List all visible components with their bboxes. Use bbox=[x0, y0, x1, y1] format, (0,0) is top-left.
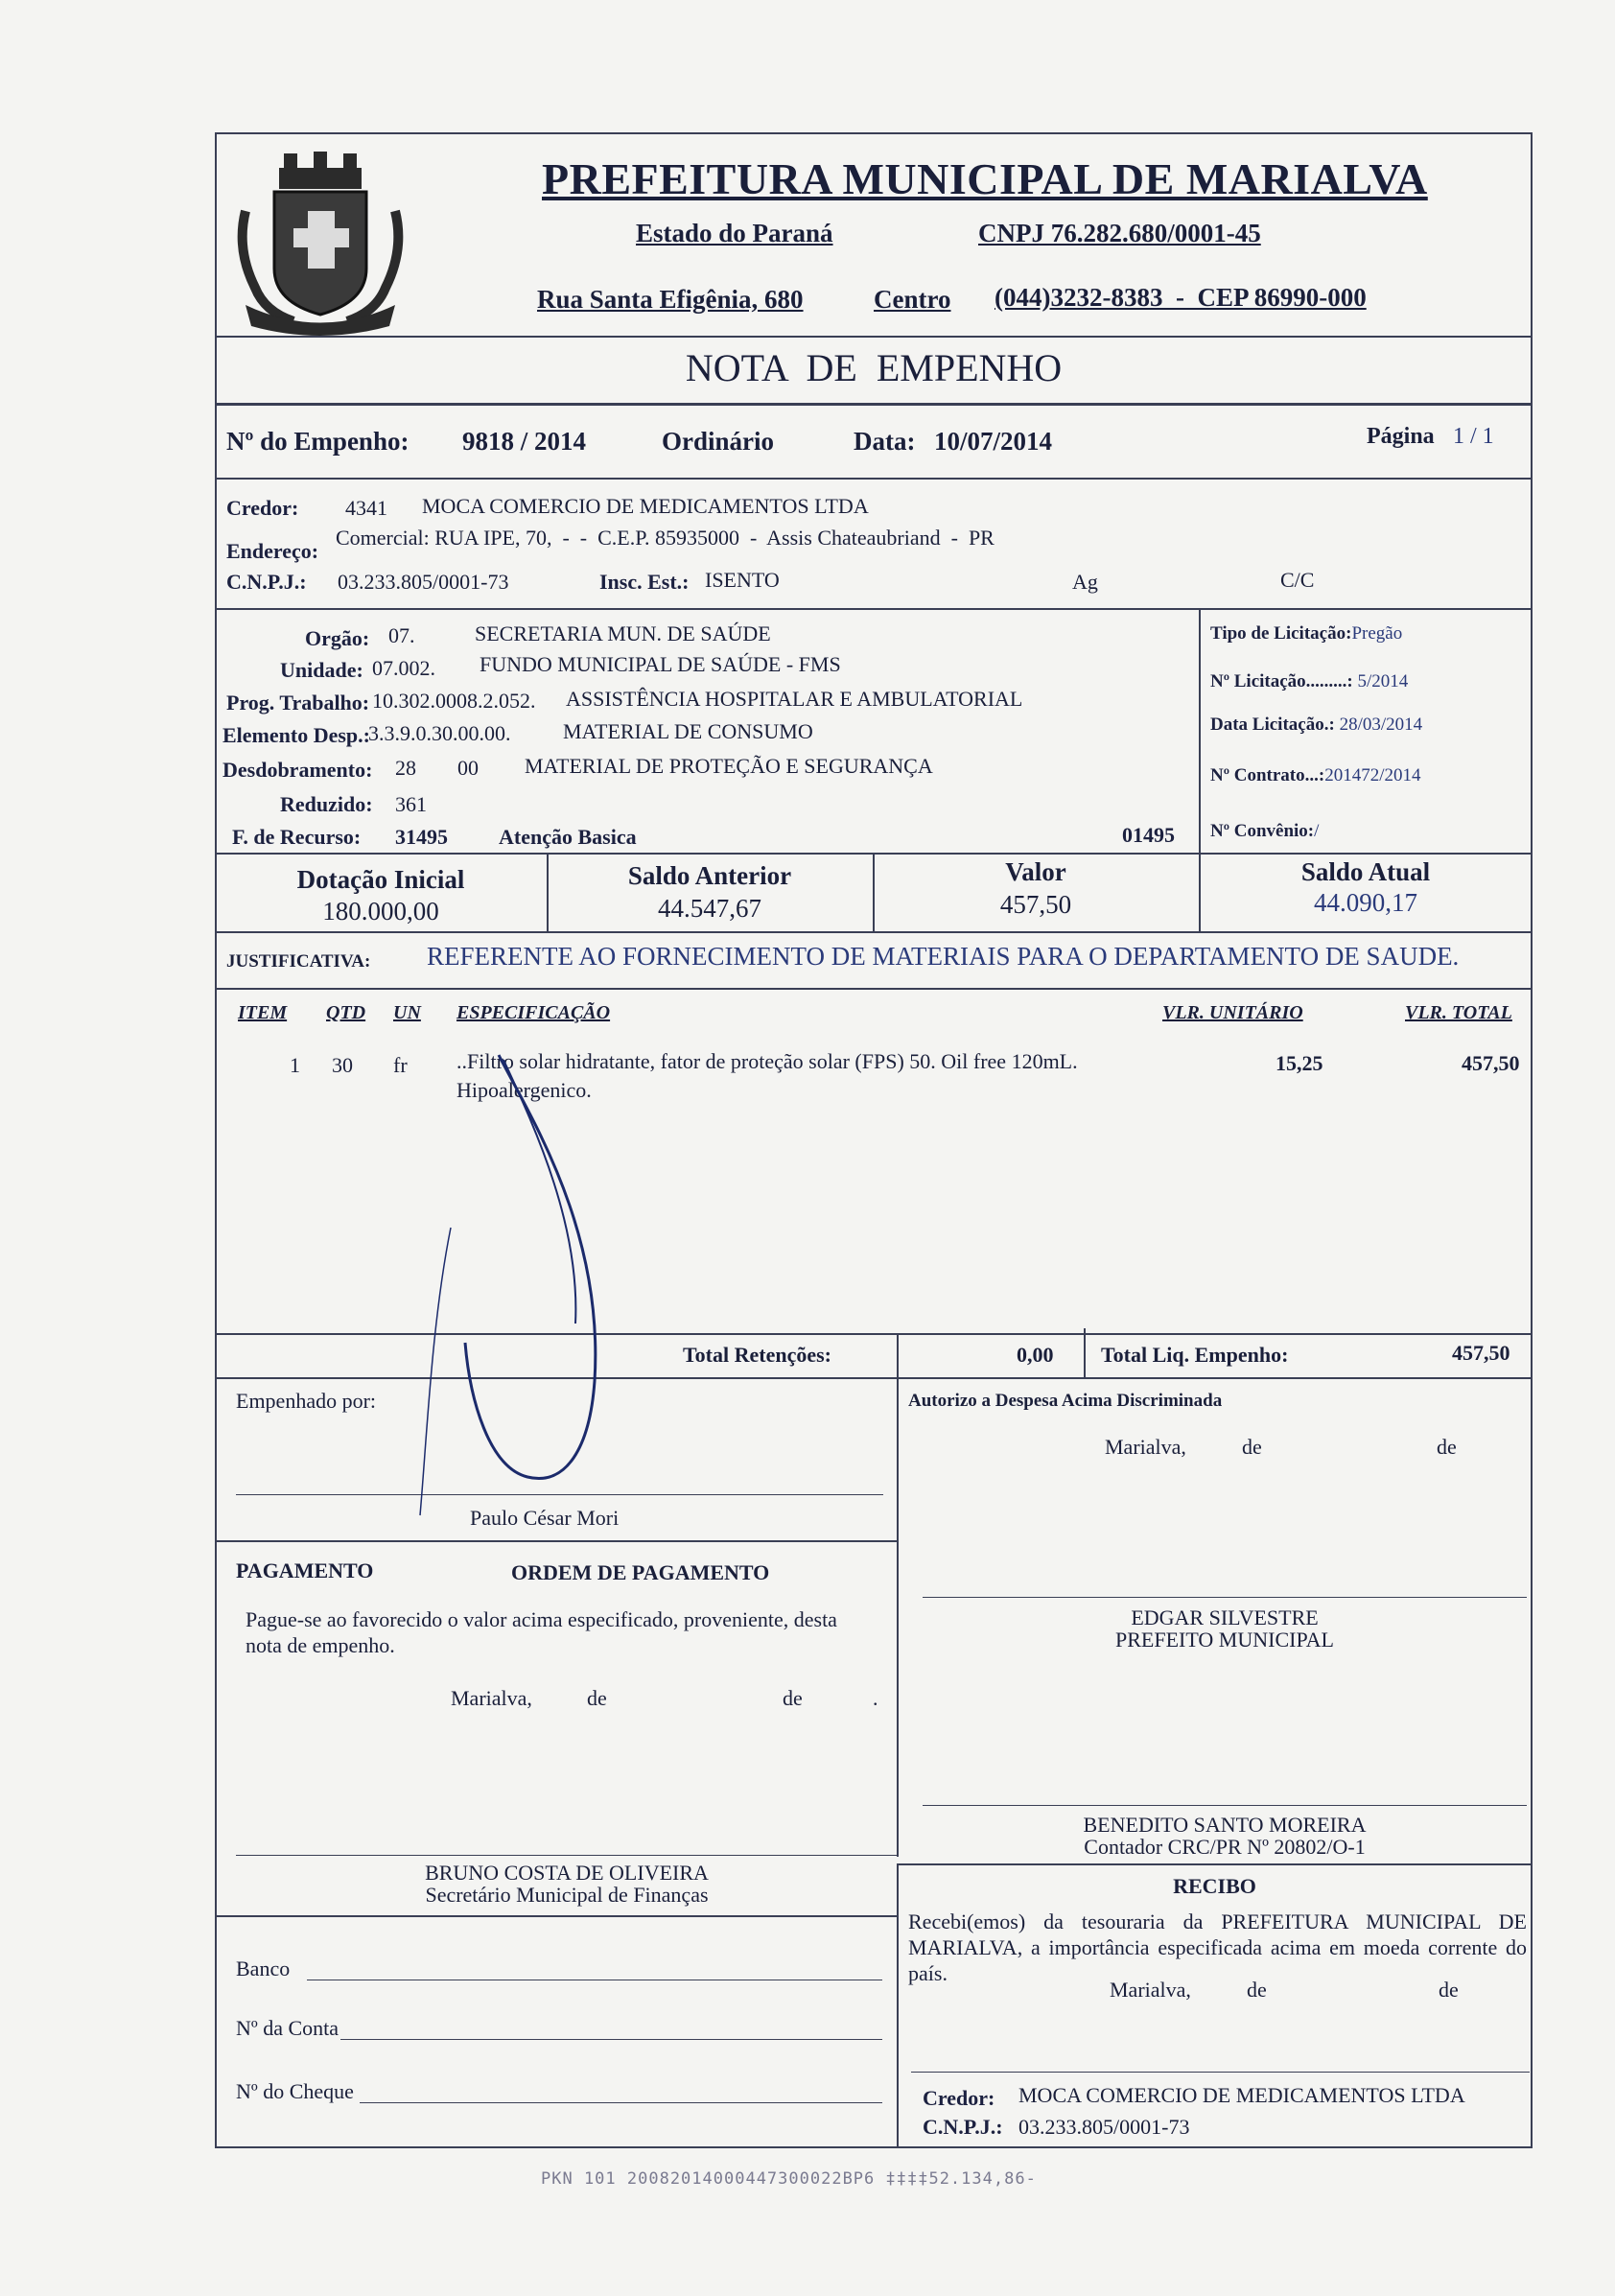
unidade-desc: FUNDO MUNICIPAL DE SAÚDE - FMS bbox=[480, 652, 841, 676]
prefeito-name: EDGAR SILVESTRE bbox=[1131, 1605, 1319, 1629]
banco-label: Banco bbox=[236, 1956, 291, 1980]
col-item: ITEM bbox=[238, 1002, 288, 1023]
credor-insc: ISENTO bbox=[705, 568, 780, 592]
credor-label: Credor: bbox=[226, 496, 299, 520]
desdobramento-label: Desdobramento: bbox=[222, 758, 373, 782]
contador-name: BENEDITO SANTO MOREIRA bbox=[1083, 1813, 1367, 1837]
handwritten-signature bbox=[412, 1036, 633, 1535]
header-phone-cep: (044)3232-8383 - CEP 86990-000 bbox=[995, 283, 1367, 312]
item-total-value: 457,50 bbox=[1462, 1051, 1520, 1075]
prefeito-role: PREFEITO MUNICIPAL bbox=[1115, 1628, 1334, 1652]
col-qtd: QTD bbox=[326, 1002, 366, 1023]
cheque-label: Nº do Cheque bbox=[236, 2079, 354, 2103]
orgao-code: 07. bbox=[388, 623, 415, 647]
doc-title: NOTA DE EMPENHO bbox=[685, 346, 1063, 389]
header-state: Estado do Paraná bbox=[636, 219, 833, 247]
cnpj-label: C.N.P.J.: bbox=[226, 570, 307, 594]
retencoes-label: Total Retenções: bbox=[683, 1343, 831, 1367]
recibo-city: Marialva, bbox=[1110, 1978, 1191, 2002]
recibo-credor-label: Credor: bbox=[923, 2086, 995, 2110]
desdobramento-desc: MATERIAL DE PROTEÇÃO E SEGURANÇA bbox=[525, 754, 933, 778]
page-number: 1 / 1 bbox=[1453, 424, 1494, 449]
empenho-date-label: Data: bbox=[854, 427, 916, 456]
autorizo-de2: de bbox=[1437, 1435, 1457, 1459]
saldo-anterior-value: 44.547,67 bbox=[658, 894, 761, 923]
elemento-desc: MATERIAL DE CONSUMO bbox=[563, 719, 813, 743]
orgao-label: Orgão: bbox=[305, 626, 370, 650]
col-spec: ESPECIFICAÇÃO bbox=[456, 1002, 611, 1023]
credor-code: 4341 bbox=[345, 496, 387, 520]
col-total: VLR. TOTAL bbox=[1405, 1002, 1512, 1023]
numero-convenio: Nº Convênio:/ bbox=[1210, 821, 1320, 841]
tipo-licitacao: Tipo de Licitação:Pregão bbox=[1210, 623, 1403, 644]
header-district: Centro bbox=[874, 285, 951, 314]
col-unit: VLR. UNITÁRIO bbox=[1162, 1002, 1303, 1023]
item-qtd: 30 bbox=[332, 1053, 353, 1077]
prog-code: 10.302.0008.2.052. bbox=[372, 689, 536, 713]
orgao-desc: SECRETARIA MUN. DE SAÚDE bbox=[475, 621, 771, 645]
justificativa-text: REFERENTE AO FORNECIMENTO DE MATERIAIS PARA O DEPARTAMENTO DE SAUDE. bbox=[427, 942, 1460, 971]
saldo-atual-value: 44.090,17 bbox=[1314, 888, 1417, 917]
header-address: Rua Santa Efigênia, 680 bbox=[537, 285, 804, 314]
retencoes-value: 0,00 bbox=[1017, 1343, 1054, 1367]
pagamento-label: PAGAMENTO bbox=[236, 1558, 374, 1582]
pagamento-text: Pague-se ao favorecido o valor acima especificado, proveniente, desta nota de empenho. bbox=[246, 1607, 837, 1657]
numero-contrato: Nº Contrato...:201472/2014 bbox=[1210, 765, 1421, 785]
empenho-number: 9818 / 2014 bbox=[462, 427, 587, 456]
recibo-text: Recebi(emos) da tesouraria da PREFEITURA MUNICIPAL DE MARIALVA, a importância especificada acima em moeda corrente do país. bbox=[908, 1909, 1527, 1985]
coat-of-arms-logo bbox=[226, 144, 414, 336]
elemento-code: 3.3.9.0.30.00.00. bbox=[368, 721, 511, 745]
item-number: 1 bbox=[290, 1053, 300, 1077]
recibo-cnpj: 03.233.805/0001-73 bbox=[1018, 2115, 1190, 2139]
liq-value: 457,50 bbox=[1452, 1341, 1510, 1365]
valor-value: 457,50 bbox=[999, 890, 1072, 919]
dotacao-inicial-label: Dotação Inicial bbox=[296, 865, 465, 894]
unidade-label: Unidade: bbox=[280, 658, 363, 682]
item-spec-line2: Hipoalergenico. bbox=[456, 1078, 592, 1102]
pagamento-dot: . bbox=[873, 1686, 878, 1710]
page-label: Página bbox=[1367, 424, 1435, 449]
recibo-credor-name: MOCA COMERCIO DE MEDICAMENTOS LTDA bbox=[1018, 2083, 1465, 2107]
elemento-label: Elemento Desp.: bbox=[222, 723, 370, 747]
credor-name: MOCA COMERCIO DE MEDICAMENTOS LTDA bbox=[422, 494, 869, 518]
prog-label: Prog. Trabalho: bbox=[226, 691, 370, 715]
cc-label: C/C bbox=[1280, 568, 1315, 592]
prog-desc: ASSISTÊNCIA HOSPITALAR E AMBULATORIAL bbox=[566, 687, 1023, 711]
insc-label: Insc. Est.: bbox=[599, 570, 690, 594]
recurso-desc: Atenção Basica bbox=[499, 825, 637, 849]
conta-label: Nº da Conta bbox=[236, 2016, 339, 2040]
empenho-number-label: Nº do Empenho: bbox=[226, 427, 410, 456]
saldo-atual-label: Saldo Atual bbox=[1300, 857, 1431, 886]
recurso-label: F. de Recurso: bbox=[232, 825, 362, 849]
data-licitacao: Data Licitação.: 28/03/2014 bbox=[1210, 715, 1423, 735]
autorizo-label: Autorizo a Despesa Acima Discriminada bbox=[908, 1391, 1223, 1411]
dotacao-inicial-value: 180.000,00 bbox=[322, 897, 439, 925]
unidade-code: 07.002. bbox=[372, 656, 435, 680]
recurso-code: 31495 bbox=[395, 825, 448, 849]
ag-label: Ag bbox=[1072, 570, 1098, 594]
ordem-pagamento: ORDEM DE PAGAMENTO bbox=[511, 1560, 770, 1584]
secretario-name: BRUNO COSTA DE OLIVEIRA bbox=[425, 1861, 709, 1885]
recurso-ref: 01495 bbox=[1122, 823, 1175, 847]
pagamento-de2: de bbox=[783, 1686, 803, 1710]
pagamento-city: Marialva, bbox=[451, 1686, 532, 1710]
desdobramento-code: 28 bbox=[395, 756, 416, 780]
item-spec-line1: ..Filtro solar hidratante, fator de proteção solar (FPS) 50. Oil free 120mL. bbox=[456, 1049, 1078, 1073]
valor-label: Valor bbox=[1005, 857, 1066, 886]
reduzido-label: Reduzido: bbox=[280, 792, 373, 816]
saldo-anterior-label: Saldo Anterior bbox=[627, 861, 792, 890]
empenho-type: Ordinário bbox=[662, 427, 775, 456]
liq-label: Total Liq. Empenho: bbox=[1101, 1343, 1289, 1367]
justificativa-label: JUSTIFICATIVA: bbox=[226, 951, 371, 972]
empenhado-label: Empenhado por: bbox=[236, 1389, 377, 1413]
contador-role: Contador CRC/PR Nº 20802/O-1 bbox=[1084, 1835, 1366, 1859]
item-unit-value: 15,25 bbox=[1276, 1051, 1323, 1075]
reduzido-value: 361 bbox=[395, 792, 427, 816]
recibo-de1: de bbox=[1247, 1978, 1267, 2002]
empenhado-signer: Paulo César Mori bbox=[470, 1506, 620, 1530]
numero-licitacao: Nº Licitação.........: 5/2014 bbox=[1210, 671, 1409, 691]
recibo-de2: de bbox=[1439, 1978, 1459, 2002]
autorizo-de1: de bbox=[1242, 1435, 1262, 1459]
pagamento-de1: de bbox=[587, 1686, 607, 1710]
credor-address: Comercial: RUA IPE, 70, - - C.E.P. 85935000 - Assis Chateaubriand - PR bbox=[336, 526, 995, 550]
empenho-date: 10/07/2014 bbox=[934, 427, 1053, 456]
endereco-label: Endereço: bbox=[226, 539, 319, 563]
item-un: fr bbox=[393, 1053, 408, 1077]
secretario-role: Secretário Municipal de Finanças bbox=[425, 1883, 709, 1907]
desdobramento-sub: 00 bbox=[457, 756, 479, 780]
recibo-cnpj-label: C.N.P.J.: bbox=[923, 2115, 1003, 2139]
header-cnpj: CNPJ 76.282.680/0001-45 bbox=[978, 219, 1261, 247]
bank-stamp: PKN 101 20082014000447300022BP6 ‡‡‡‡52.134,86- bbox=[541, 2169, 1037, 2189]
col-un: UN bbox=[393, 1002, 421, 1023]
recibo-label: RECIBO bbox=[1173, 1874, 1256, 1898]
autorizo-city: Marialva, bbox=[1105, 1435, 1186, 1459]
header-title: PREFEITURA MUNICIPAL DE MARIALVA bbox=[542, 154, 1428, 203]
credor-cnpj: 03.233.805/0001-73 bbox=[338, 570, 509, 594]
